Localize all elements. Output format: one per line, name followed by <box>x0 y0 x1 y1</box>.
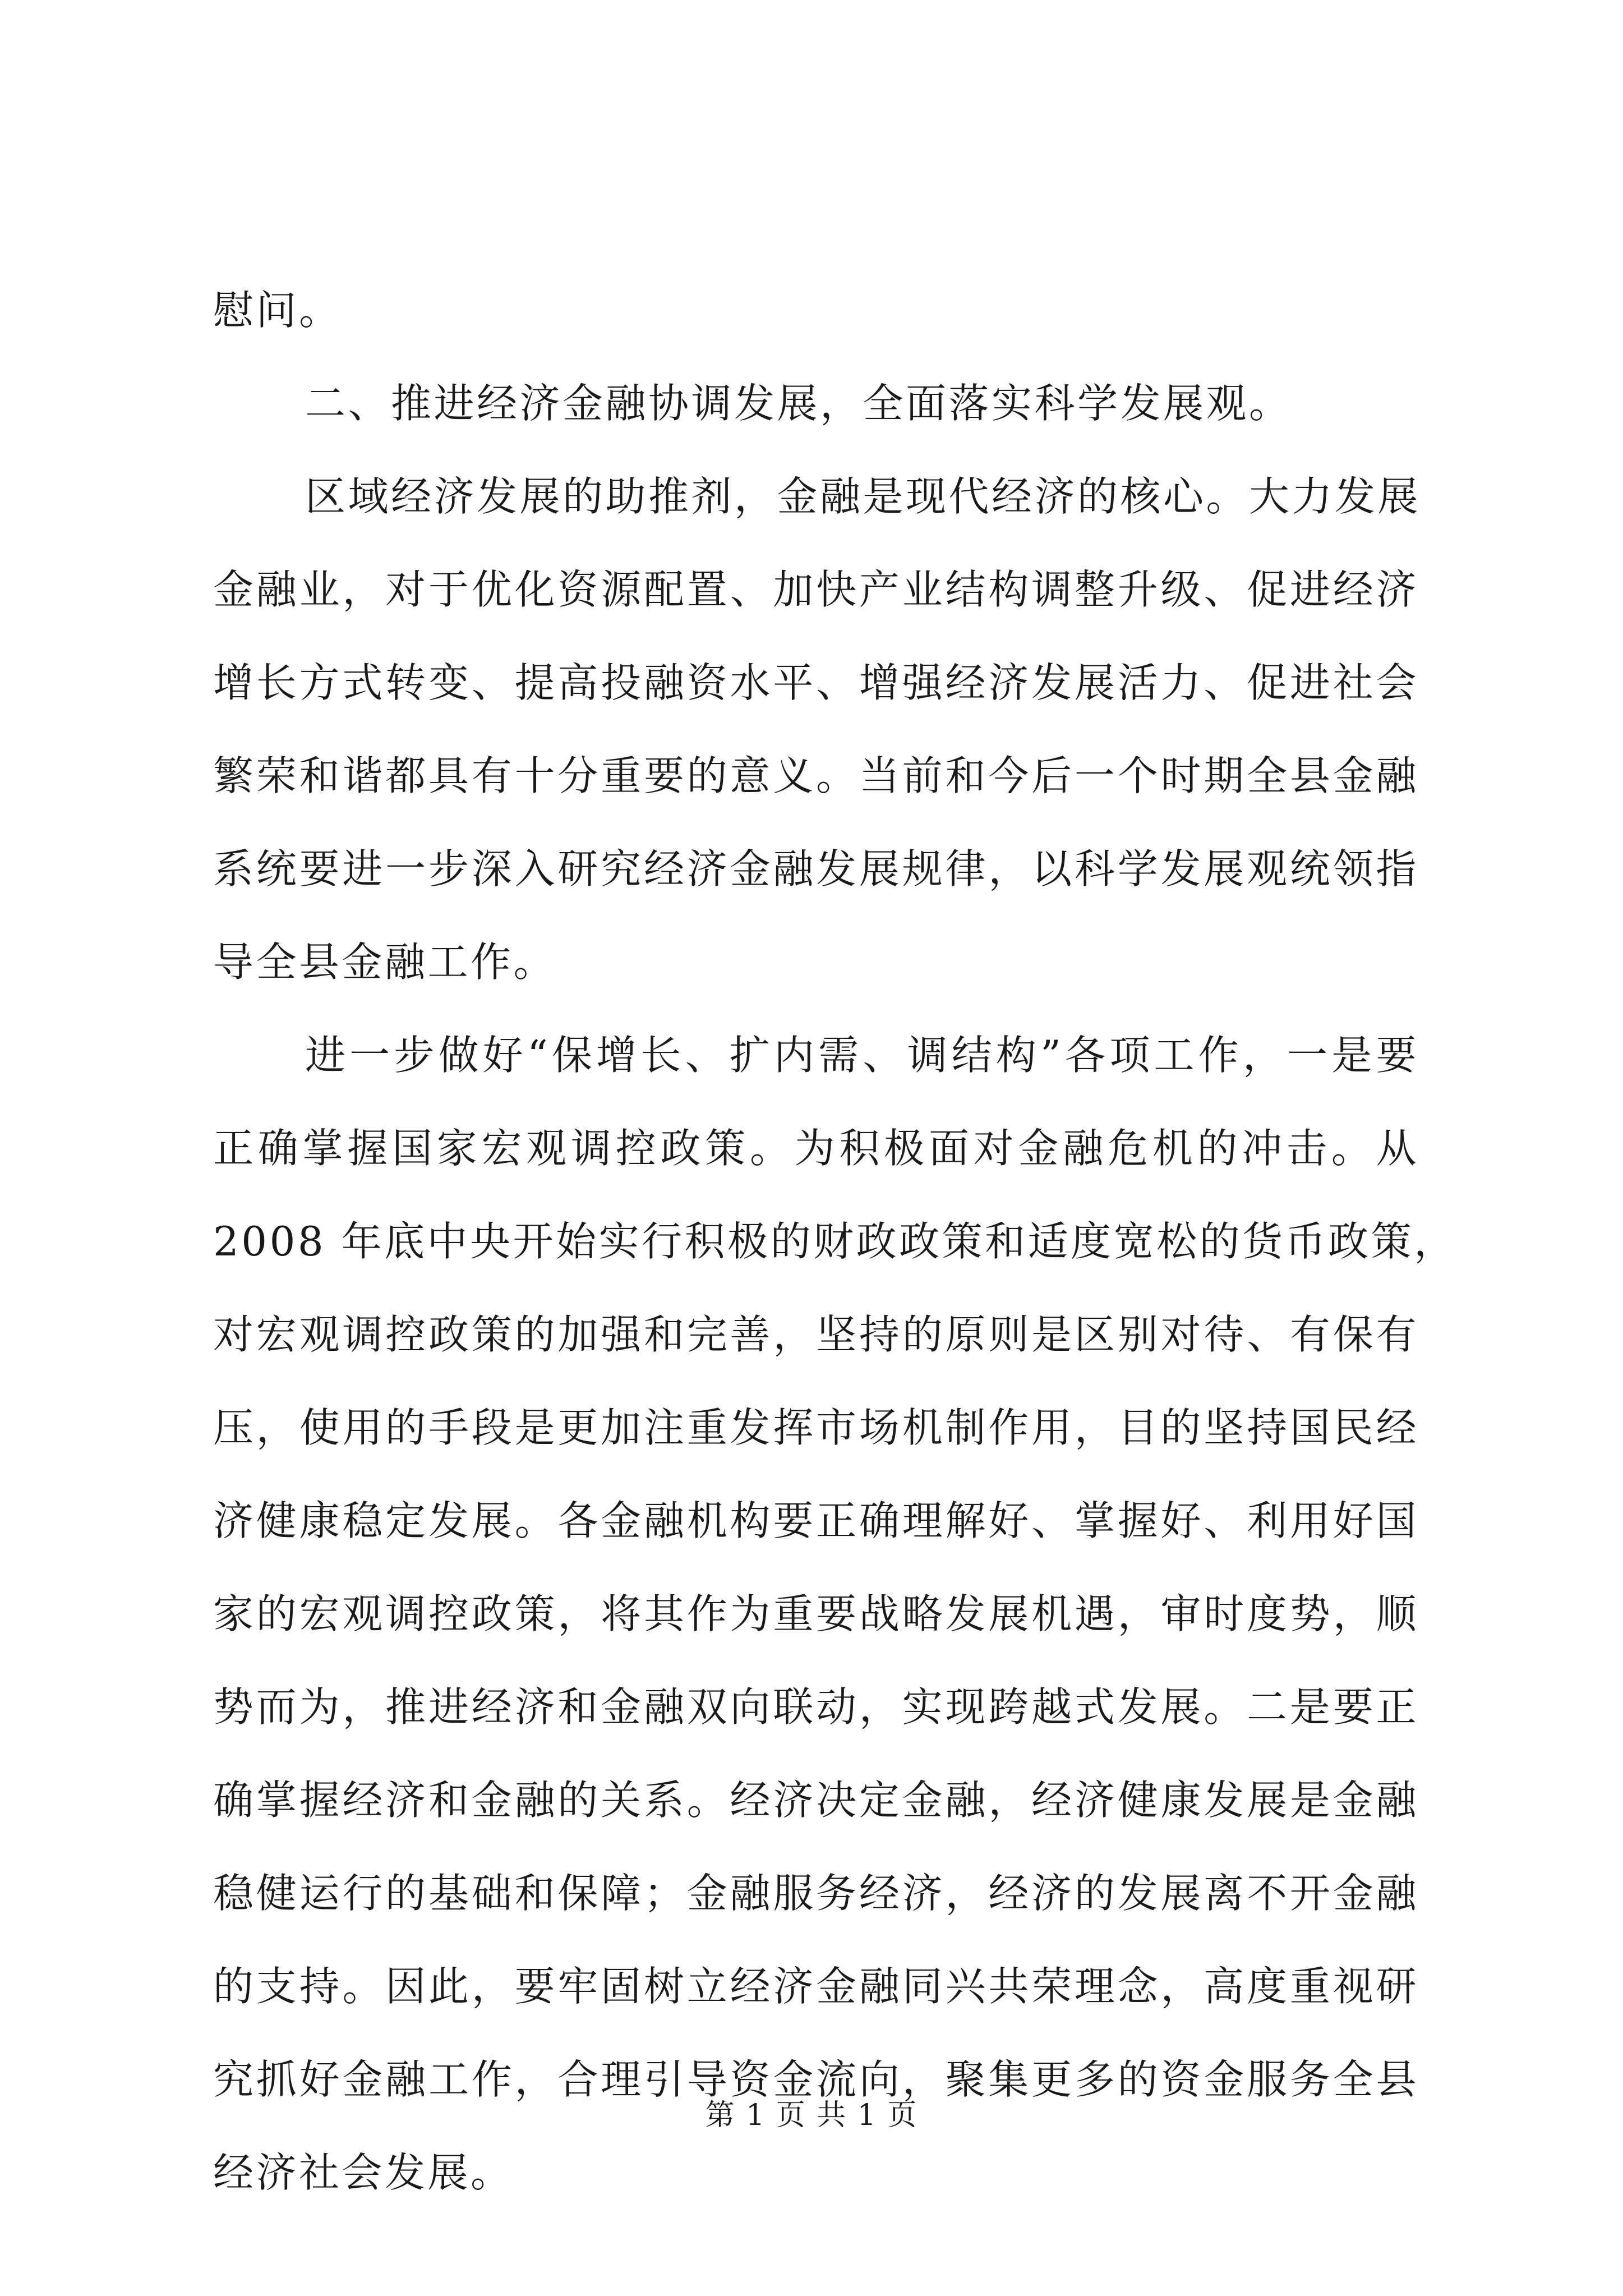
text-line: 经济社会发展。 <box>213 2149 514 2196</box>
text-line: 导全县金融工作。 <box>213 938 557 986</box>
text-line: 进一步做好“保增长、扩内需、调结构”各项工作，一是要 <box>305 1032 1419 1079</box>
text-line: 家的宏观调控政策，将其作为重要战略发展机遇，审时度势，顺 <box>213 1590 1419 1637</box>
text-line: 究抓好金融工作，合理引导资金流向，聚集更多的资金服务全县 <box>213 2056 1419 2103</box>
text-line: 区域经济发展的助推剂，金融是现代经济的核心。大力发展 <box>305 473 1421 520</box>
text-line: 增长方式转变、提高投融资水平、增强经济发展活力、促进社会 <box>213 659 1419 706</box>
text-line: 慰问。 <box>213 287 342 334</box>
text-line: 势而为，推进经济和金融双向联动，实现跨越式发展。二是要正 <box>213 1683 1419 1731</box>
text-line: 对宏观调控政策的加强和完善，坚持的原则是区别对待、有保有 <box>213 1311 1419 1358</box>
text-line: 压，使用的手段是更加注重发挥市场机制作用，目的坚持国民经 <box>213 1404 1419 1451</box>
text-line: 繁荣和谐都具有十分重要的意义。当前和今后一个时期全县金融 <box>213 752 1419 799</box>
text-line: 确掌握经济和金融的关系。经济决定金融，经济健康发展是金融 <box>213 1777 1419 1824</box>
text-line: 正确掌握国家宏观调控政策。为积极面对金融危机的冲击。从 <box>213 1125 1419 1172</box>
text-line: 稳健运行的基础和保障；金融服务经济，经济的发展离不开金融 <box>213 1870 1419 1917</box>
text-line: 济健康稳定发展。各金融机构要正确理解好、掌握好、利用好国 <box>213 1497 1419 1544</box>
text-line: 金融业，对于优化资源配置、加快产业结构调整升级、促进经济 <box>213 566 1419 613</box>
text-line: 的支持。因此，要牢固树立经济金融同兴共荣理念，高度重视研 <box>213 1963 1419 2010</box>
section-heading: 二、推进经济金融协调发展，全面落实科学发展观。 <box>305 380 1292 427</box>
document-body <box>213 264 1457 2219</box>
text-line: 2008 年底中央开始实行积极的财政政策和适度宽松的货币政策， <box>213 1218 1457 1265</box>
page-footer: 第 1 页 共 1 页 <box>705 2099 918 2132</box>
text-line: 系统要进一步深入研究经济金融发展规律，以科学发展观统领指 <box>213 845 1419 892</box>
